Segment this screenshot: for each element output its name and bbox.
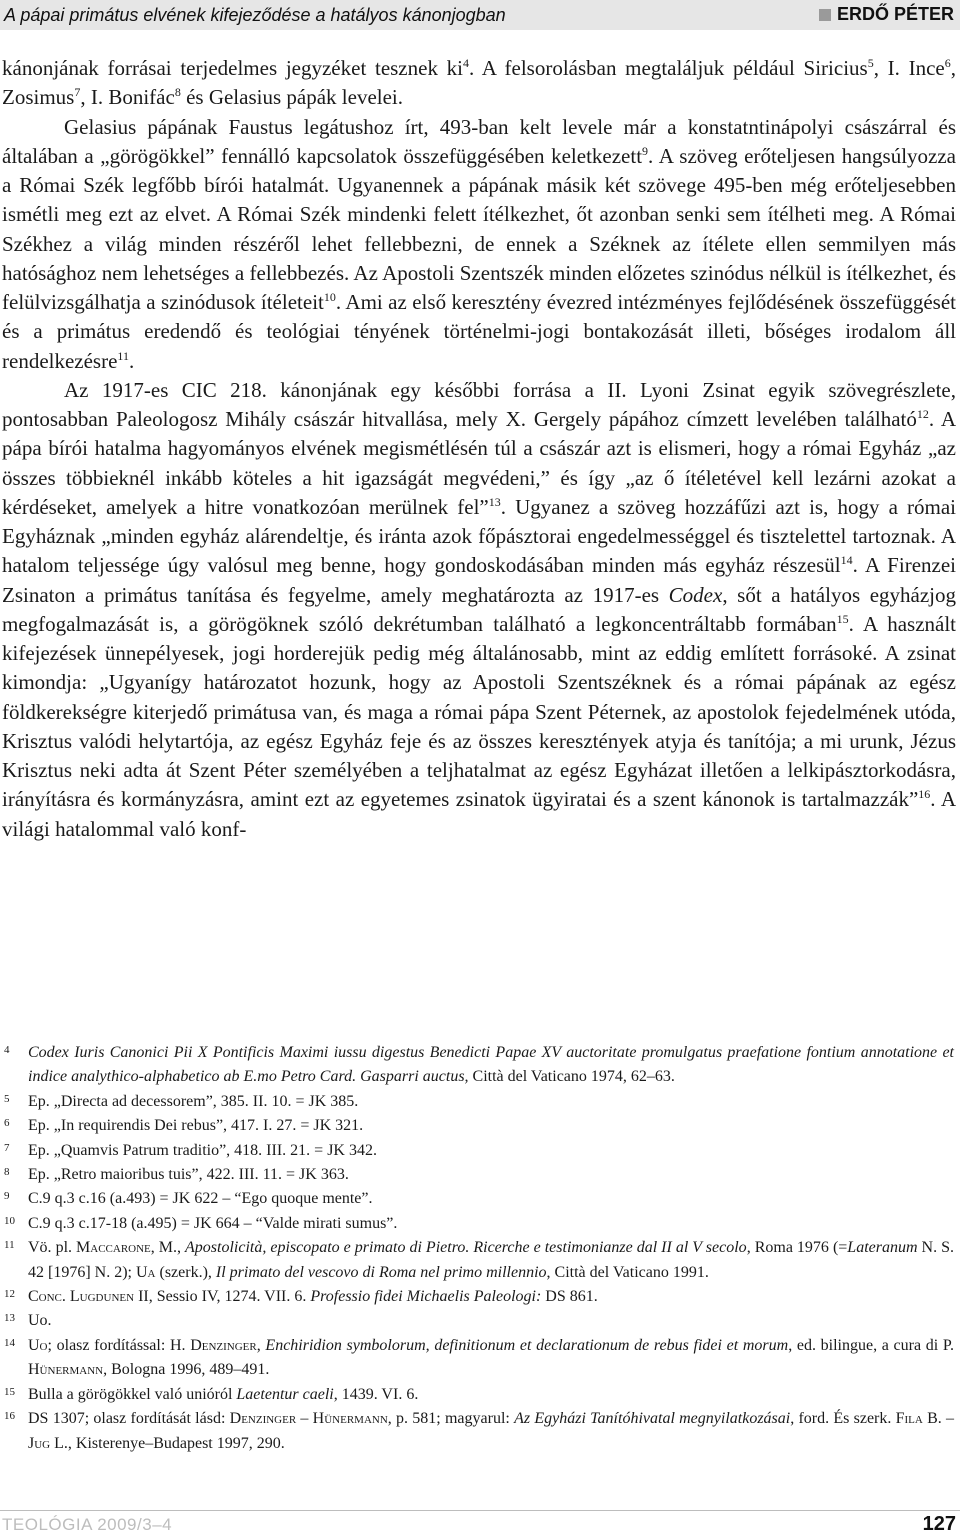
footnote-ref: 7	[74, 85, 81, 100]
text-run: (szerk.),	[155, 1263, 216, 1281]
text-run: B. –	[922, 1410, 955, 1428]
text-run: Città del Vaticano 1974, 62–63.	[468, 1068, 675, 1086]
text-run: , sőt a hatályos egyházjog megfogalmazását is, a görögöknek szóló dekrétumban található a legkoncentráltabb formában	[2, 582, 956, 636]
text-run: és Gelasius pápák levelei.	[180, 85, 403, 110]
footnotes	[2, 1041, 954, 1456]
text-run: Ep. „Retro maioribus tuis”, 422. III. 11. = JK 363.	[28, 1166, 349, 1184]
footnote-number: 8	[4, 1166, 10, 1179]
header-author-block	[819, 4, 954, 25]
text-run: , 1439. VI. 6.	[333, 1385, 419, 1403]
footnote	[2, 1334, 954, 1383]
text-run: , Bologna 1996, 489–491.	[103, 1361, 270, 1379]
text-run: , ford. És szerk.	[790, 1410, 896, 1428]
paragraph	[2, 376, 956, 844]
footnote-ref: 11	[117, 348, 129, 363]
footnote	[2, 1212, 954, 1236]
footnote-number: 16	[4, 1410, 15, 1423]
text-run: ; olasz fordítással: H.	[47, 1336, 191, 1354]
text-run: . Ugyanez a szöveg hozzáfűzi azt is, hogy a római Egyháznak „minden egyház alárendeltje, és iránta azok főpásztorai engedelmességgel és tisztelettel tartoznak. A hatalom teljessége úgy valósul meg benne, hogy gondoskodásában minden más egyház részesül	[2, 494, 956, 578]
footnote-number: 4	[4, 1044, 10, 1056]
text-run: L., Kisterenye–Budapest 1997, 290.	[50, 1434, 285, 1452]
italic-text: Laetentur caeli	[236, 1385, 334, 1403]
header-title: A pápai primátus elvének kifejeződése a hatályos kánonjogban	[4, 5, 506, 25]
footnote-number: 9	[4, 1190, 10, 1203]
text-run: . A világi hatalommal való konf-	[2, 787, 956, 841]
footnote-ref: 5	[867, 56, 874, 70]
footnote	[2, 1114, 954, 1138]
footnote	[2, 1041, 954, 1090]
text-run: , M.,	[150, 1239, 186, 1257]
footnote-number: 11	[4, 1239, 15, 1252]
small-caps-text: Maccarone	[76, 1239, 151, 1257]
text-run: Ep. „In requirendis Dei rebus”, 417. I. 27. = JK 321.	[28, 1117, 364, 1135]
text-run: , Zosimus	[2, 56, 956, 110]
italic-text: Codex	[668, 582, 723, 607]
text-run: . A pápa bírói hatalma hagyományos elvének megismétlésén túl a császár azt is elismeri, hogy a római Egyház „az összes többieknél inkább köteles a hit igazságát megvédeni,” és így „az ő ítéletével kell lezárni azokat a kérdéseket, amelyek a hitre vonatkozóan merülnek fel”	[2, 407, 956, 519]
small-caps-text: Jug	[28, 1434, 51, 1452]
footnote	[2, 1407, 954, 1456]
footnote	[2, 1163, 954, 1187]
text-run: DS 861.	[541, 1288, 598, 1306]
footnote-ref: 14	[840, 553, 853, 568]
footnote-ref: 9	[642, 143, 649, 158]
text-run: . A használt kifejezések ünnepélyesek, jogi horderejük pedig még általánosabb, mint az eddig említett forrásoké. A zsinat kimondja: „Ugyanígy határozatot hozunk, hogy az Apostoli Szentszéknek és a római pápának az egész földkerekségre kiterjedő primátusa van, és maga a római pápa Szent Péternek, az apostolok fejedelmének utóda, Krisztus valódi helytartója, az egész Egyház feje és az összes keresztények atyja és tanítója; a mi urunk, Jézus Krisztus neki adta át Szent Péter személyében a teljhatalmat az egész Egyházat illetően a lelkipásztorkodásra, irányításra és kormányzásra, amint ezt az egyetemes zsinatok ügyiratai és a szent kánonok is tartalmazzák”	[2, 611, 957, 812]
footnote-ref: 6	[944, 56, 951, 70]
footnote-number: 6	[4, 1117, 10, 1130]
main-text	[2, 54, 956, 844]
footnote	[2, 1187, 954, 1211]
italic-text: Lateranum	[847, 1239, 918, 1257]
footnote-ref: 4	[463, 56, 469, 70]
footnote-number: 7	[4, 1141, 10, 1154]
italic-text: Professio fidei Michaelis Paleologi:	[310, 1288, 542, 1306]
text-run: Vö. pl.	[28, 1239, 77, 1257]
italic-text: Codex Iuris Canonici Pii X Pontificis Maximi iussu digestus Benedicti Papae XV auctoritate promulgatus praefatione fontium annotatione et indice analythico-alphabetico ab E.mo Petro Card. Gasparri auctus,	[28, 1044, 954, 1086]
text-run: , Roma 1976 (=	[746, 1239, 848, 1257]
footnote-ref: 12	[916, 407, 929, 421]
italic-text: Il primato del vescovo di Roma nel primo millennio	[215, 1263, 547, 1281]
italic-text: Enchiridion symbolorum, definitionum et declarationum de rebus fidei et morum	[265, 1336, 789, 1354]
text-run: Ep. „Directa ad decessorem”, 385. II. 10. = JK 385.	[28, 1092, 359, 1110]
small-caps-text: Conc. Lugdunen	[28, 1288, 135, 1306]
footnote-number: 10	[4, 1214, 15, 1227]
text-run: , Città del Vaticano 1991.	[546, 1263, 709, 1281]
footnote	[2, 1309, 954, 1333]
italic-text: Az Egyházi Tanítóhivatal megnyilatkozásai	[514, 1410, 791, 1428]
footnote	[2, 1383, 954, 1407]
footnote	[2, 1090, 954, 1114]
small-caps-text: Ua	[135, 1263, 156, 1281]
small-caps-text: Fila	[895, 1410, 923, 1428]
text-run: Bulla a görögökkel való unióról	[28, 1385, 237, 1403]
footnote-number: 5	[4, 1092, 10, 1105]
text-run: ,	[256, 1336, 266, 1354]
text-run: , ed. bilingue, a cura di P.	[788, 1336, 955, 1354]
text-run: DS 1307; olasz fordítását lásd:	[28, 1410, 230, 1428]
text-run: . A felsorolásban megtaláljuk például Siricius	[469, 56, 868, 80]
text-run: Ep. „Quamvis Patrum traditio”, 418. III. 21. = JK 342.	[28, 1141, 377, 1159]
text-run: , I. Bonifác	[80, 85, 175, 110]
small-caps-text: Denzinger – Hünermann	[229, 1410, 388, 1428]
footnote-ref: 15	[836, 611, 849, 626]
page-footer	[0, 1500, 960, 1539]
footnote-ref: 16	[918, 787, 931, 802]
text-run: C.9 q.3 c.16 (a.493) = JK 622 – “Ego quoque mente”.	[28, 1190, 373, 1208]
running-header	[0, 0, 960, 30]
text-run: . A Firenzei Zsinaton a primátus tanítása és fegyelme, amely meghatározta az 1917-es	[2, 553, 956, 607]
paragraph	[2, 113, 956, 376]
text-run: , p. 581; magyarul:	[387, 1410, 515, 1428]
footnote-number: 14	[4, 1336, 15, 1349]
footnote-ref: 10	[323, 290, 336, 304]
footnote-number: 12	[4, 1288, 15, 1301]
footnote	[2, 1139, 954, 1163]
text-run: . A szöveg erőteljesen hangsúlyozza a Római Szék legfőbb bírói hatalmát. Ugyanennek a pápának másik két szövege 495-ben még erőteljesebben ismétli meg ezt az elvet. A Római Szék mindenki felett ítélkezhet, őt azonban senki sem ítélheti meg. A Római Székhez a világ minden részéről lehet fellebbezni, de ennek a Széknek az ítélete ellen semmilyen más hatósághoz nem lehetséges a fellebbezés. Az Apostoli Szentszék minden előzetes szinódus nélkül is ítélkezhet, és felülvizsgálhatja a szinódusok ítéleteit	[2, 143, 956, 314]
footnote-ref: 13	[488, 494, 501, 509]
text-run: N. S. 42 [1976] N. 2);	[28, 1239, 955, 1281]
text-run: kánonjának forrásai terjedelmes jegyzéket tesznek ki	[2, 56, 463, 80]
header-author: ERDŐ PÉTER	[836, 4, 954, 24]
text-run: . Ami az első keresztény évezred intézményes fejlődésének összefüggését és a primátus eredendő és teológiai tényének történelmi-jogi bontakozását illeti, bőséges irodalom áll rendelkezésre	[2, 290, 956, 373]
page-number: 127	[922, 1513, 956, 1535]
text-run: C.9 q.3 c.17-18 (a.495) = JK 664 – “Valde mirati sumus”.	[28, 1214, 398, 1232]
footnote-number: 15	[4, 1385, 15, 1398]
footnote-number: 13	[4, 1312, 15, 1325]
italic-text: Apostolicità, episcopato e primato di Pietro. Ricerche e testimonianze dal II al V secolo	[185, 1239, 747, 1257]
text-run: Gelasius pápának Faustus legátushoz írt, 493-ban kelt levele már a konstatntinápolyi császárral és általában a „görögökkel” fennálló kapcsolatok összefüggésében keletkezett	[2, 114, 956, 168]
footnote-ref: 8	[174, 85, 181, 100]
text-run: Uo.	[28, 1312, 52, 1330]
square-bullet-icon	[819, 9, 831, 21]
text-run: II, Sessio IV, 1274. VII. 6.	[134, 1288, 311, 1306]
footer-journal: TEOLÓGIA 2009/3–4	[2, 1515, 173, 1534]
small-caps-text: Uo	[28, 1336, 48, 1354]
paragraph	[2, 54, 956, 113]
footer-rule	[0, 1510, 960, 1511]
text-run: , I. Ince	[873, 56, 945, 80]
small-caps-text: Denzinger	[190, 1336, 257, 1354]
footnote	[2, 1285, 954, 1309]
text-run: .	[128, 348, 135, 373]
footnote	[2, 1236, 954, 1285]
small-caps-text: Hünermann	[28, 1361, 104, 1379]
text-run: Az 1917-es CIC 218. kánonjának egy későbbi forrása a II. Lyoni Zsinat egyik szövegrészlete, pontosabban Paleologosz Mihály császár hitvallása, mely X. Gergely pápához címzett levelében található	[2, 377, 956, 431]
